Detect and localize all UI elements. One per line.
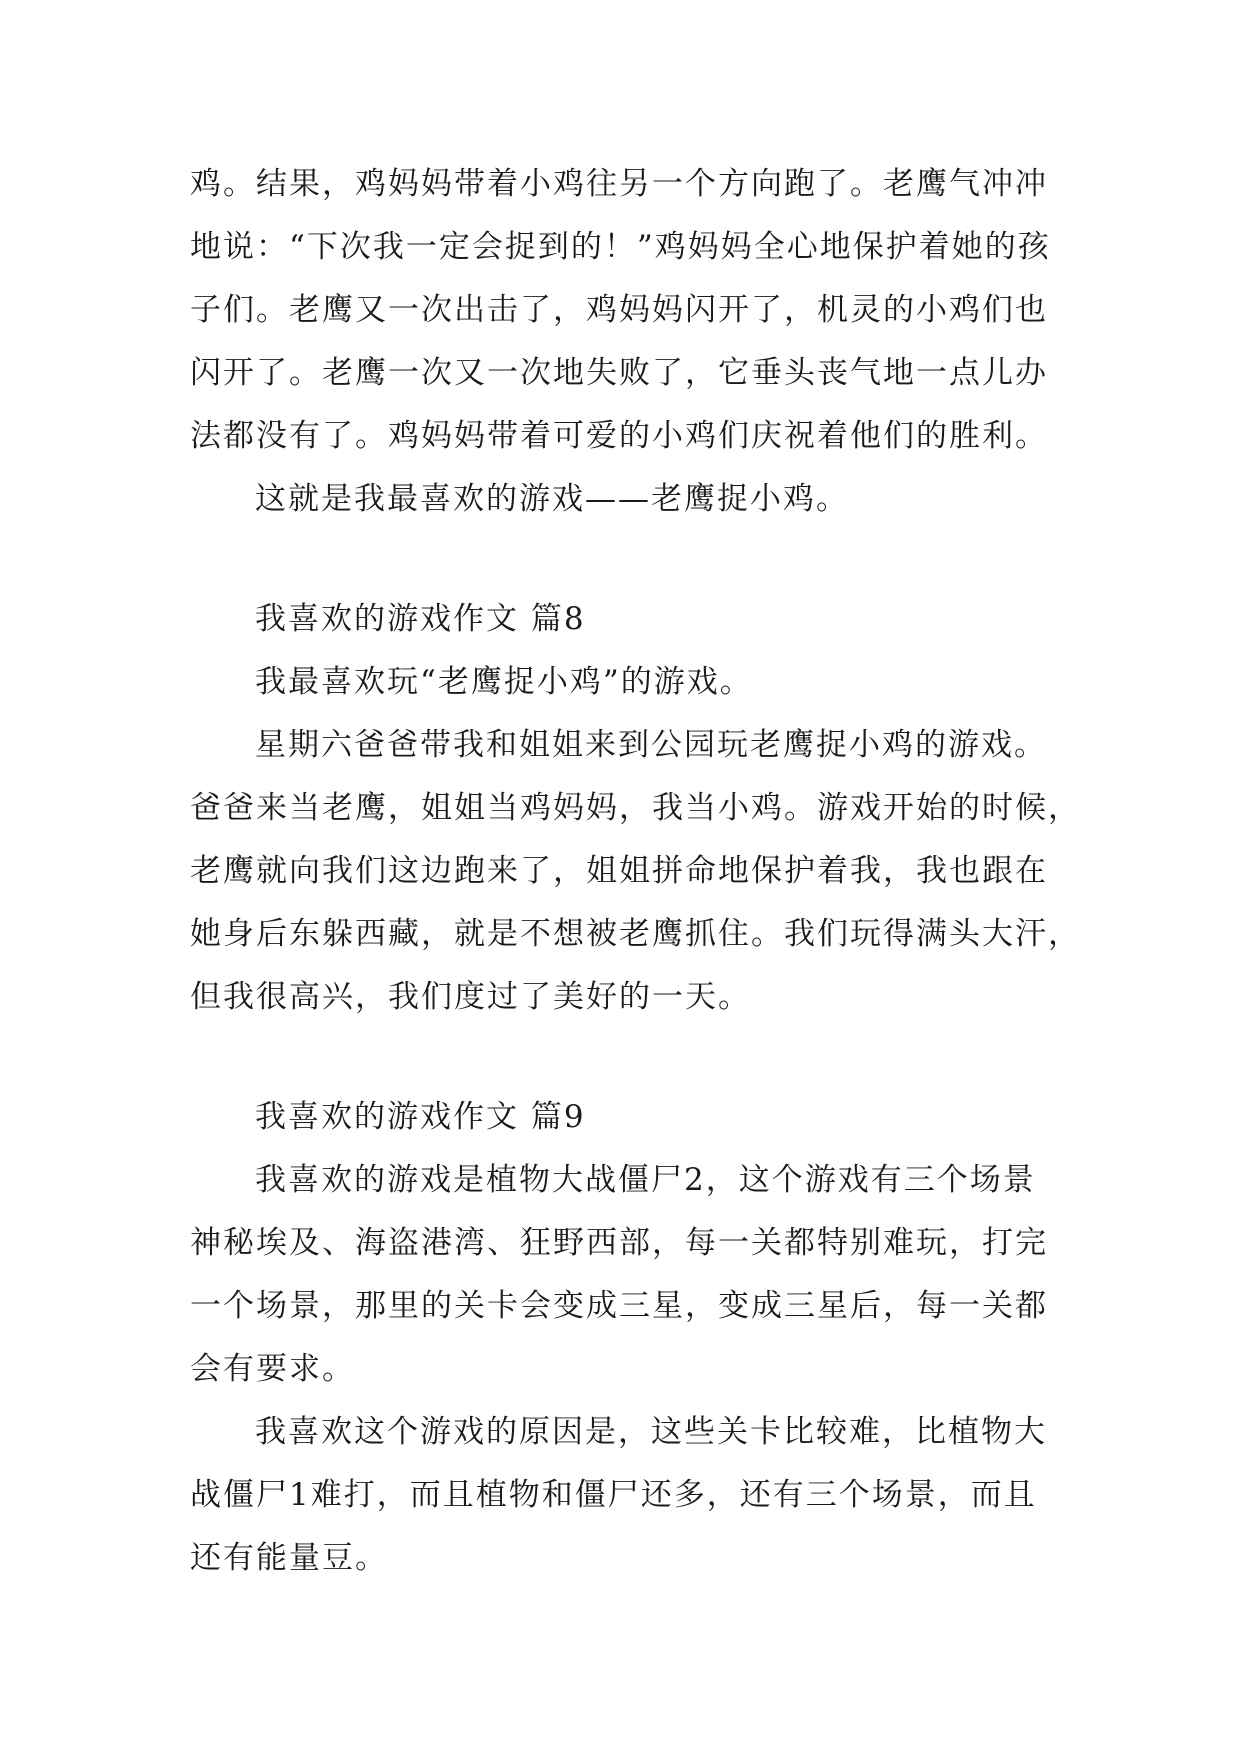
text-line: 地说：“下次我一定会捉到的！”鸡妈妈全心地保护着她的孩	[190, 229, 1051, 265]
text-line: 神秘埃及、海盗港湾、狂野西部，每一关都特别难玩，打完	[190, 1225, 1048, 1261]
text-line: 法都没有了。鸡妈妈带着可爱的小鸡们庆祝着他们的胜利。	[190, 418, 1048, 454]
text-line: 她身后东躲西藏，就是不想被老鹰抓住。我们玩得满头大汗，	[190, 916, 1081, 952]
text-line: 星期六爸爸带我和姐姐来到公园玩老鹰捉小鸡的游戏。	[255, 727, 1047, 763]
section-title-9: 我喜欢的游戏作文 篇9	[255, 1099, 586, 1135]
text-line: 我喜欢这个游戏的原因是，这些关卡比较难，比植物大	[255, 1414, 1047, 1450]
text-line: 子们。老鹰又一次出击了，鸡妈妈闪开了，机灵的小鸡们也	[190, 292, 1048, 328]
text-line: 爸爸来当老鹰，姐姐当鸡妈妈，我当小鸡。游戏开始的时候，	[190, 790, 1081, 826]
text-line: 这就是我最喜欢的游戏——老鹰捉小鸡。	[255, 481, 849, 517]
text-line: 老鹰就向我们这边跑来了，姐姐拼命地保护着我，我也跟在	[190, 853, 1048, 889]
text-line: 会有要求。	[190, 1351, 355, 1387]
section-title-8: 我喜欢的游戏作文 篇8	[255, 601, 586, 637]
text-line: 我喜欢的游戏是植物大战僵尸2，这个游戏有三个场景	[255, 1162, 1036, 1198]
text-line: 我最喜欢玩“老鹰捉小鸡”的游戏。	[255, 664, 753, 700]
text-line: 闪开了。老鹰一次又一次地失败了，它垂头丧气地一点儿办	[190, 355, 1048, 391]
text-line: 还有能量豆。	[190, 1540, 388, 1576]
text-line: 鸡。结果，鸡妈妈带着小鸡往另一个方向跑了。老鹰气冲冲	[190, 166, 1048, 202]
text-line: 一个场景，那里的关卡会变成三星，变成三星后，每一关都	[190, 1288, 1048, 1324]
text-line: 战僵尸1难打，而且植物和僵尸还多，还有三个场景，而且	[190, 1477, 1037, 1513]
text-line: 但我很高兴，我们度过了美好的一天。	[190, 979, 751, 1015]
